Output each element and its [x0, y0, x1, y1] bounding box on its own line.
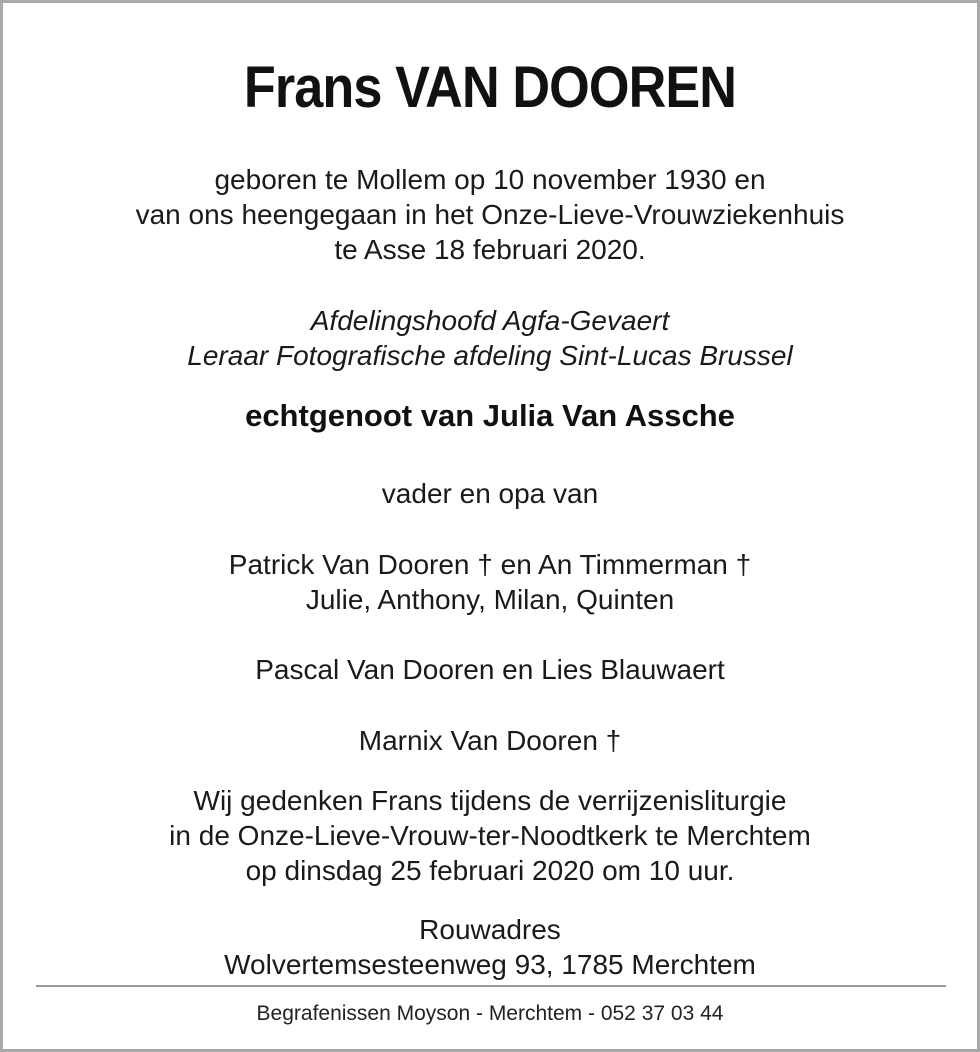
service-line-2: in de Onze-Lieve-Vrouw-ter-Noodtkerk te Merchtem [169, 820, 811, 851]
career-line-2: Leraar Fotografische afdeling Sint-Lucas Brussel [187, 340, 793, 371]
birth-line-1: geboren te Mollem op 10 november 1930 en [214, 164, 766, 195]
family-line-2: Julie, Anthony, Milan, Quinten [305, 584, 675, 615]
career-line-1: Afdelingshoofd Agfa-Gevaert [310, 305, 670, 336]
deceased-name: Frans VAN DOOREN [243, 55, 737, 120]
spouse-line: echtgenoot van Julia Van Assche [245, 398, 735, 433]
family-line-1: Patrick Van Dooren † en An Timmerman † [228, 549, 752, 580]
family-line-4: Marnix Van Dooren † [358, 725, 622, 756]
address-line: Wolvertemsesteenweg 93, 1785 Merchtem [224, 949, 756, 980]
service-line-3: op dinsdag 25 februari 2020 om 10 uur. [245, 855, 735, 886]
birth-line-2: van ons heengegaan in het Onze-Lieve-Vrouwziekenhuis [135, 199, 845, 230]
address-label: Rouwadres [419, 914, 561, 945]
funeral-home-footer: Begrafenissen Moyson - Merchtem - 052 37 03 44 [256, 1002, 724, 1025]
relation-line: vader en opa van [381, 478, 599, 509]
birth-line-3: te Asse 18 februari 2020. [334, 234, 646, 265]
divider [36, 985, 946, 987]
service-line-1: Wij gedenken Frans tijdens de verrijzenisliturgie [193, 785, 787, 816]
family-line-3: Pascal Van Dooren en Lies Blauwaert [255, 654, 725, 685]
